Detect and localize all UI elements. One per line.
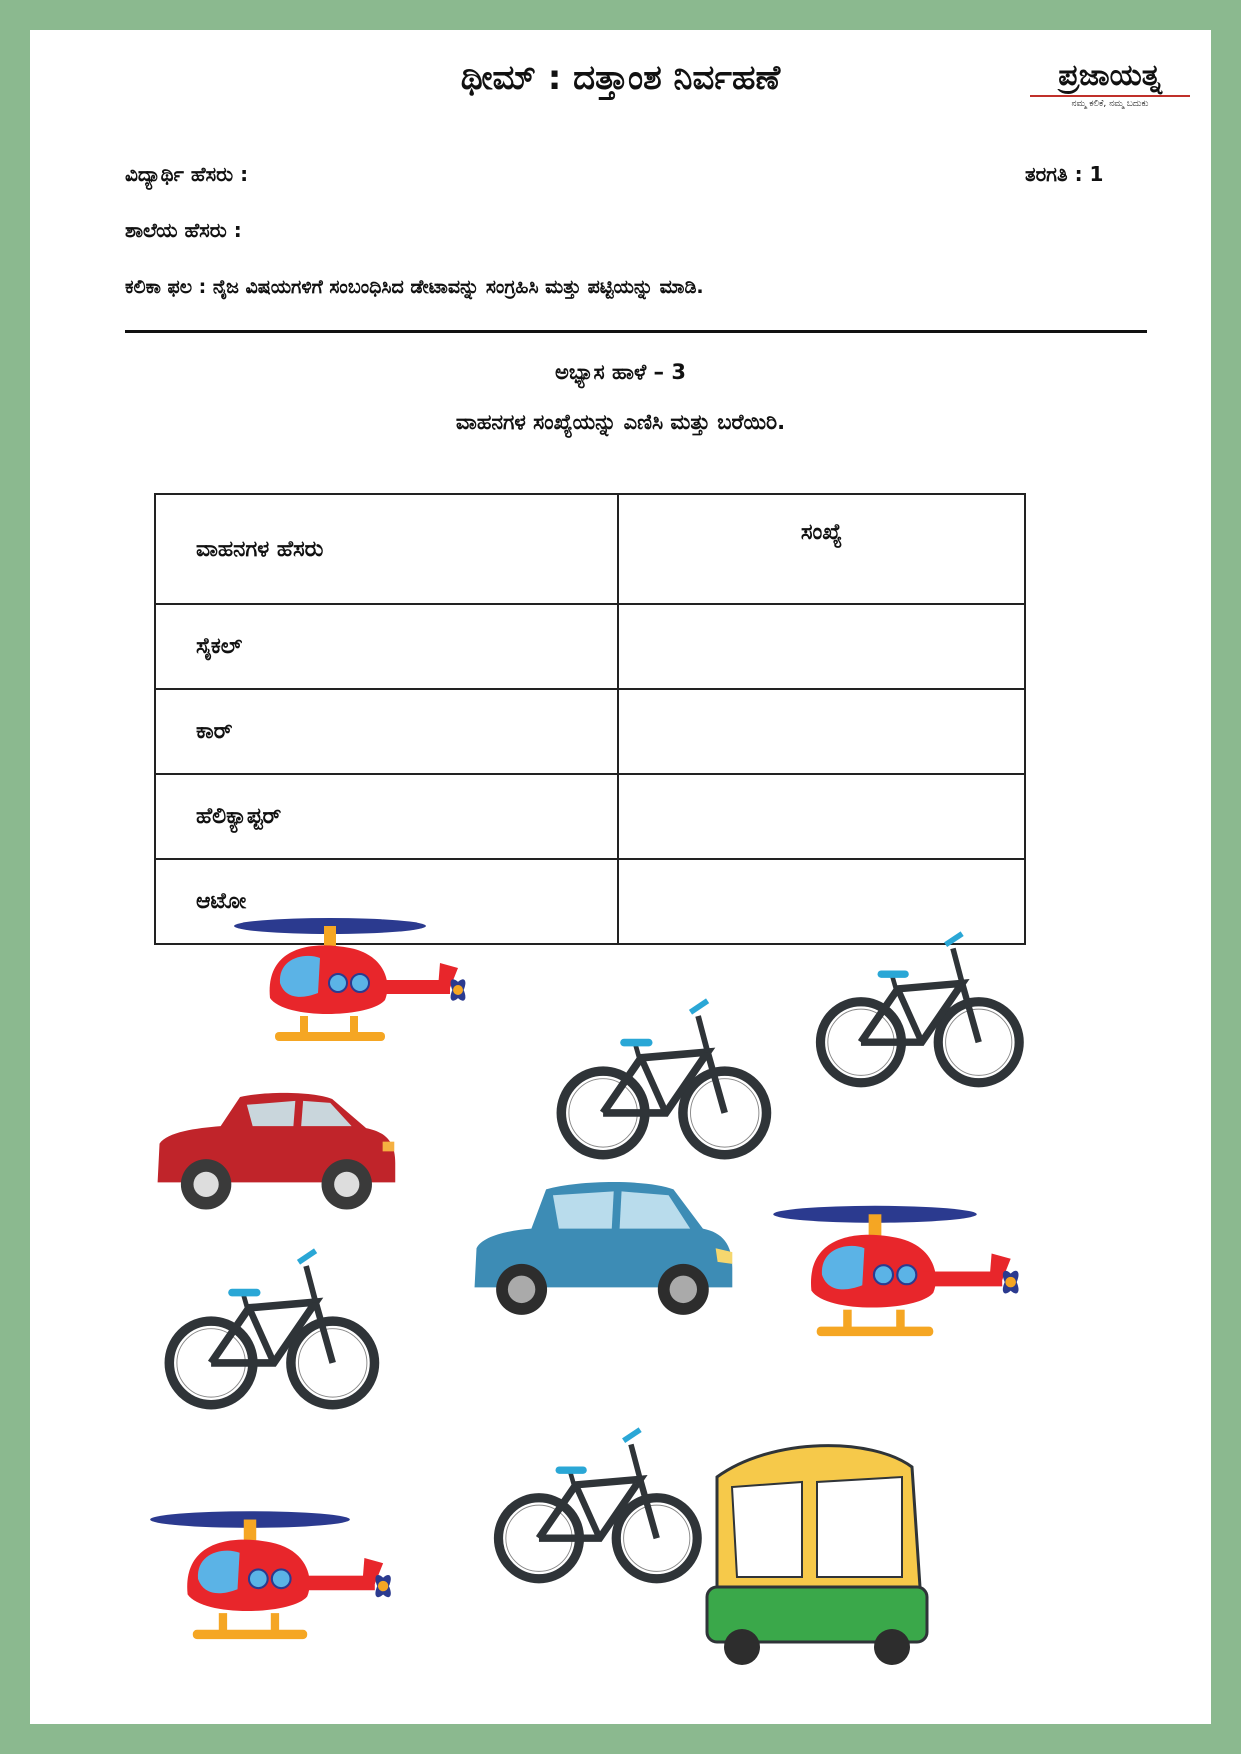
school-name-label: ಶಾಲೆಯ ಹೆಸರು : [125, 218, 242, 242]
header-count: ಸಂಖ್ಯೆ [618, 494, 1025, 604]
logo-tagline: ನಮ್ಮ ಕಲಿಕೆ, ನಮ್ಮ ಬದುಕು [1071, 99, 1149, 109]
row-name-helicopter: ಹೆಲಿಕ್ಯಾಪ್ಟರ್ [155, 774, 618, 859]
cycle-4 [498, 1430, 697, 1579]
logo-name: ಪ್ರಜಾಯತ್ನ [1058, 58, 1162, 93]
learning-outcome: ಕಲಿಕಾ ಫಲ : ನೈಜ ವಿಷಯಗಳಿಗೆ ಸಂಬಂಧಿಸಿದ ಡೇಟಾವನ್ನು ಸಂಗ್ರಹಿಸಿ ಮತ್ತು ಪಟ್ಟಿಯನ್ನು ಮಾಡಿ. [125, 276, 704, 298]
cycle-1 [561, 1001, 766, 1155]
vehicle-illustrations [30, 30, 1211, 1724]
exercise-heading: ಅಭ್ಯಾಸ ಹಾಳೆ – 3 [555, 360, 686, 384]
exercise-instruction: ವಾಹನಗಳ ಸಂಖ್ಯೆಯನ್ನು ಎಣಿಸಿ ಮತ್ತು ಬರೆಯಿರಿ. [455, 410, 786, 434]
car-red [158, 1093, 396, 1210]
helicopter-3 [150, 1511, 394, 1639]
row-name-cycle: ಸೈಕಲ್ [155, 604, 618, 689]
row-name-car: ಕಾರ್ [155, 689, 618, 774]
cycle-2 [820, 934, 1019, 1083]
worksheet-page [30, 30, 1211, 1724]
class-label: ತರಗತಿ : 1 [1025, 162, 1104, 186]
helicopter-1 [234, 918, 468, 1041]
theme-title: ಥೀಮ್ : ದತ್ತಾಂಶ ನಿರ್ವಹಣೆ [460, 58, 781, 98]
car-blue [475, 1182, 733, 1315]
cycle-3 [169, 1251, 374, 1405]
helicopter-2 [773, 1206, 1021, 1336]
auto-rickshaw [707, 1446, 927, 1665]
row-name-auto: ಆಟೋ [155, 859, 618, 944]
header-vehicle-name: ವಾಹನಗಳ ಹೆಸರು [155, 494, 618, 604]
student-name-label: ವಿದ್ಯಾರ್ಥಿ ಹೆಸರು : [125, 162, 249, 186]
